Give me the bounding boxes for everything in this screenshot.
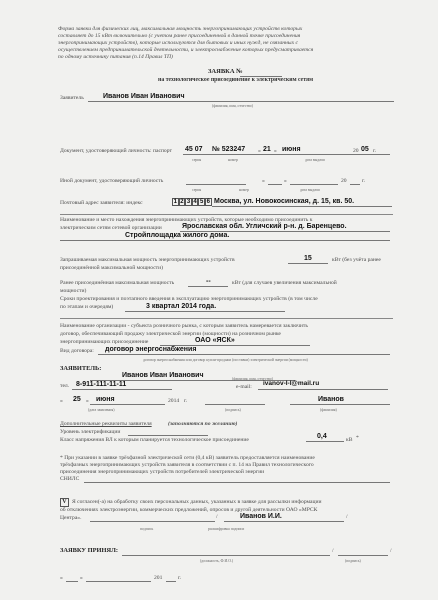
object-line [60, 240, 390, 241]
page-subtitle: на технологическое присоединение к электрическим сетям [158, 77, 314, 83]
intro-line: составляет до 15 кВт включительно (с учетом ранее присоединенной в данной точке присоединения [58, 33, 301, 39]
index-digit: 2 [180, 199, 184, 205]
signer-surname-line [290, 404, 390, 405]
consent-caption-sign: подпись [140, 527, 154, 531]
signature-line [205, 404, 265, 405]
power-line [288, 263, 328, 264]
consent-sign-line [90, 521, 215, 522]
contract-value: договор энергоснабжения [105, 346, 197, 353]
prev-power-label: Ранее присоединённая максимальная мощность [60, 280, 175, 286]
power-label: присоединённой максимальной мощности) [60, 265, 163, 271]
voltage-value: 0,4 [317, 433, 327, 440]
electrification-label: Уровень электрификации [60, 429, 121, 435]
schedule-value: 3 квартал 2014 года. [146, 303, 217, 310]
consent-caption-name: расшифровка подписи [208, 527, 245, 531]
accepted-date-line [86, 581, 151, 582]
index-digit: 4 [193, 199, 197, 205]
prev-power-value: -- [206, 278, 211, 285]
extra-heading-note: (заполняются по желанию) [168, 421, 238, 427]
other-doc-quote-open: « [262, 178, 265, 184]
applicant-caption: (фамилия, имя, отчество) [212, 104, 253, 108]
extra-heading: Дополнительные реквизиты заявителя [60, 421, 152, 427]
passport-number: № 523247 [212, 146, 246, 153]
accepted-quote-close: » [80, 575, 83, 581]
other-doc-line [268, 184, 282, 185]
accepted-year-suffix: г. [178, 575, 182, 581]
email-value: ivanov-I-I@mail.ru [263, 380, 320, 387]
passport-label: Документ, удостоверяющий личность: паспорт [60, 148, 172, 154]
supplier-value: ОАО «ЯСК» [195, 337, 235, 344]
supplier-label: договор, обеспечивающий продажу электрической энергии (мощности) на розничном рынке [60, 331, 281, 337]
consent-check-mark: V [62, 498, 67, 505]
separator [60, 214, 393, 215]
voltage-label: Класс напряжения ВЛ к которым планируется технологическое присоединение [60, 437, 249, 443]
schedule-label: Сроки проектирования и поэтапного введения в эксплуатацию энергопринимающих устройств (в том числе [60, 296, 318, 302]
applicant-line [88, 101, 394, 102]
accepted-date-line [166, 581, 176, 582]
intro-line: энергопринимающих устройств), которые используются для бытовых и иных нужд, не связанных с [58, 40, 298, 46]
passport-year: 05 [361, 146, 369, 153]
passport-series: 45 07 [185, 146, 203, 153]
accepted-heading: ЗАЯВКУ ПРИНЯЛ: [60, 547, 118, 554]
object-label: Наименование и место нахождения энергопринимающих устройств, которые необходимо присоединить к [60, 217, 313, 223]
other-doc-year-prefix: 20 [341, 178, 347, 184]
other-doc-label: Иной документ, удостоверяющий личность [60, 178, 164, 184]
passport-year-prefix: 20 [353, 148, 359, 154]
separator [60, 318, 393, 319]
applicant-heading: ЗАЯВИТЕЛЬ: [60, 365, 102, 372]
date-year: 2014 [168, 398, 180, 404]
consent-name: Иванов И.И. [240, 513, 282, 520]
prev-power-label: мощности) [60, 288, 87, 294]
date-quote-close: » [86, 398, 89, 404]
passport-quote-open: « [258, 148, 261, 154]
page-title: ЗАЯВКА № [208, 68, 243, 75]
consent-name-line [224, 521, 344, 522]
object-label: электрическим сетям сетевой организации [60, 225, 162, 231]
intro-line: Форма заявки для физических лиц, максимальная мощность энергопринимающих устройств которых [58, 26, 303, 32]
passport-month: июня [282, 146, 301, 153]
object-value: Ярославская обл. Угличский р-н. д. Баренцево. [182, 223, 347, 230]
snils-line [84, 482, 390, 483]
signature-caption: (подпись) [225, 408, 241, 412]
address-label: Почтовый адрес заявителя: индекс [60, 200, 143, 206]
other-doc-quote-close: » [284, 178, 287, 184]
accepted-year-prefix: 201 [154, 575, 163, 581]
consent-text: об отключениях электроэнергии, коммерческих предложений, опросов и другой деятельности ОАО «МРСК [60, 507, 318, 513]
other-doc-line [186, 184, 246, 185]
other-doc-caption-type: серия [192, 188, 202, 192]
prev-power-line [188, 286, 228, 287]
contract-caption: договор энергоснабжения или договор купли-продажи (поставки) электрической энергии (мощности) [143, 358, 308, 362]
phone-line [72, 389, 172, 390]
applicant-label: Заявитель [60, 95, 84, 101]
other-doc-line [290, 184, 338, 185]
other-doc-year-suffix: г. [362, 178, 366, 184]
schedule-label: по этапам и очередям) [60, 304, 114, 310]
power-label: Запрашиваемая максимальная мощность энергопринимающих устройств [60, 257, 235, 263]
accepted-line [122, 555, 330, 556]
supplier-label: Наименование организации - субъекта розничного рынка, с которым заявитель намеревается заключить [60, 323, 308, 329]
prev-power-unit: кВт (для случаев увеличения максимальной [232, 280, 337, 286]
passport-year-suffix: г. [373, 148, 377, 154]
passport-day: 21 [263, 146, 271, 153]
consent-checkbox[interactable] [60, 498, 69, 507]
passport-caption-date: дата выдачи [305, 158, 325, 162]
supplier-label: энергопринимающих присоединение [60, 339, 149, 345]
electrification-line [128, 435, 208, 436]
date-caption: (дата заявления) [88, 408, 115, 412]
intro-line: осуществлением предпринимательской деятельности, и электроснабжение которых предусматривается [58, 47, 314, 53]
accepted-caption-sign: (подпись) [345, 559, 361, 563]
power-value: 15 [304, 255, 312, 262]
schedule-line [125, 311, 285, 312]
index-digit: 5 [200, 199, 204, 205]
consent-text: Центра». [60, 515, 82, 521]
index-digit: 1 [173, 199, 177, 205]
accepted-date-line [66, 581, 78, 582]
contract-line [98, 354, 390, 355]
index-digit: 3 [186, 199, 191, 205]
applicant-value: Иванов Иван Иванович [103, 93, 185, 100]
intro-line: по одному источнику питания (п.14 Правил ТП) [58, 54, 173, 60]
phone-value: 8-911-111-11-11 [76, 381, 127, 388]
accepted-sign-line [338, 555, 388, 556]
date-year-suffix: г. [184, 398, 188, 404]
accepted-slash: / [332, 548, 334, 554]
passport-caption-number: номер [228, 158, 238, 162]
date-month: июня [96, 396, 115, 403]
date-day: 25 [73, 396, 81, 403]
date-line [90, 404, 165, 405]
consent-slash: / [346, 514, 348, 520]
other-doc-caption-date: дата выдачи [300, 188, 320, 192]
index-digit: 6 [206, 199, 210, 205]
voltage-line [306, 441, 344, 442]
email-line [258, 389, 388, 390]
date-quote-open: « [60, 398, 63, 404]
note-line: трёхфазных энергопринимающих устройств заявителя в соответствии с п. 14 на Правил технологического [60, 462, 314, 468]
passport-caption-series: серия [192, 158, 202, 162]
signer-surname: Иванов [318, 396, 344, 403]
passport-quote-close: » [274, 148, 277, 154]
accepted-caption-position: (должность, Ф.И.О.) [200, 559, 234, 563]
contract-label: Вид договора: [60, 348, 94, 354]
object-value: Стройплощадка жилого дома. [125, 232, 230, 239]
address-value: Москва, ул. Новокосинская, д. 15, кв. 50. [214, 198, 355, 205]
email-label: e-mail: [236, 384, 252, 390]
other-doc-line [350, 184, 360, 185]
accepted-slash: / [390, 548, 392, 554]
power-unit: кВт (без учёта ранее [332, 257, 381, 263]
other-doc-caption-number: номер [239, 188, 249, 192]
consent-text: Я согласен(-а) на обработку своих персональных данных, указанных в заявке для рассылки информации [72, 499, 322, 505]
signer-name: Иванов Иван Иванович [122, 372, 204, 379]
phone-label: тел. [60, 383, 70, 389]
note-line: присоединения энергопринимающих устройств потребителей электрической энергии [60, 469, 265, 475]
signer-surname-caption: (фамилия) [320, 408, 337, 412]
voltage-unit: кВ [346, 437, 353, 443]
snils-label: СНИЛС [60, 476, 80, 482]
voltage-mark: * [356, 435, 359, 441]
passport-line [183, 154, 390, 155]
accepted-quote-open: « [60, 575, 63, 581]
note-line: * При указании в заявке трёхфазной электрической сети (0,4 кВ) заявитель предоставляется наименование [60, 455, 315, 461]
address-line [212, 206, 392, 207]
consent-slash: / [216, 514, 218, 520]
signer-name-caption: (фамилия, имя, отчество) [232, 377, 273, 381]
